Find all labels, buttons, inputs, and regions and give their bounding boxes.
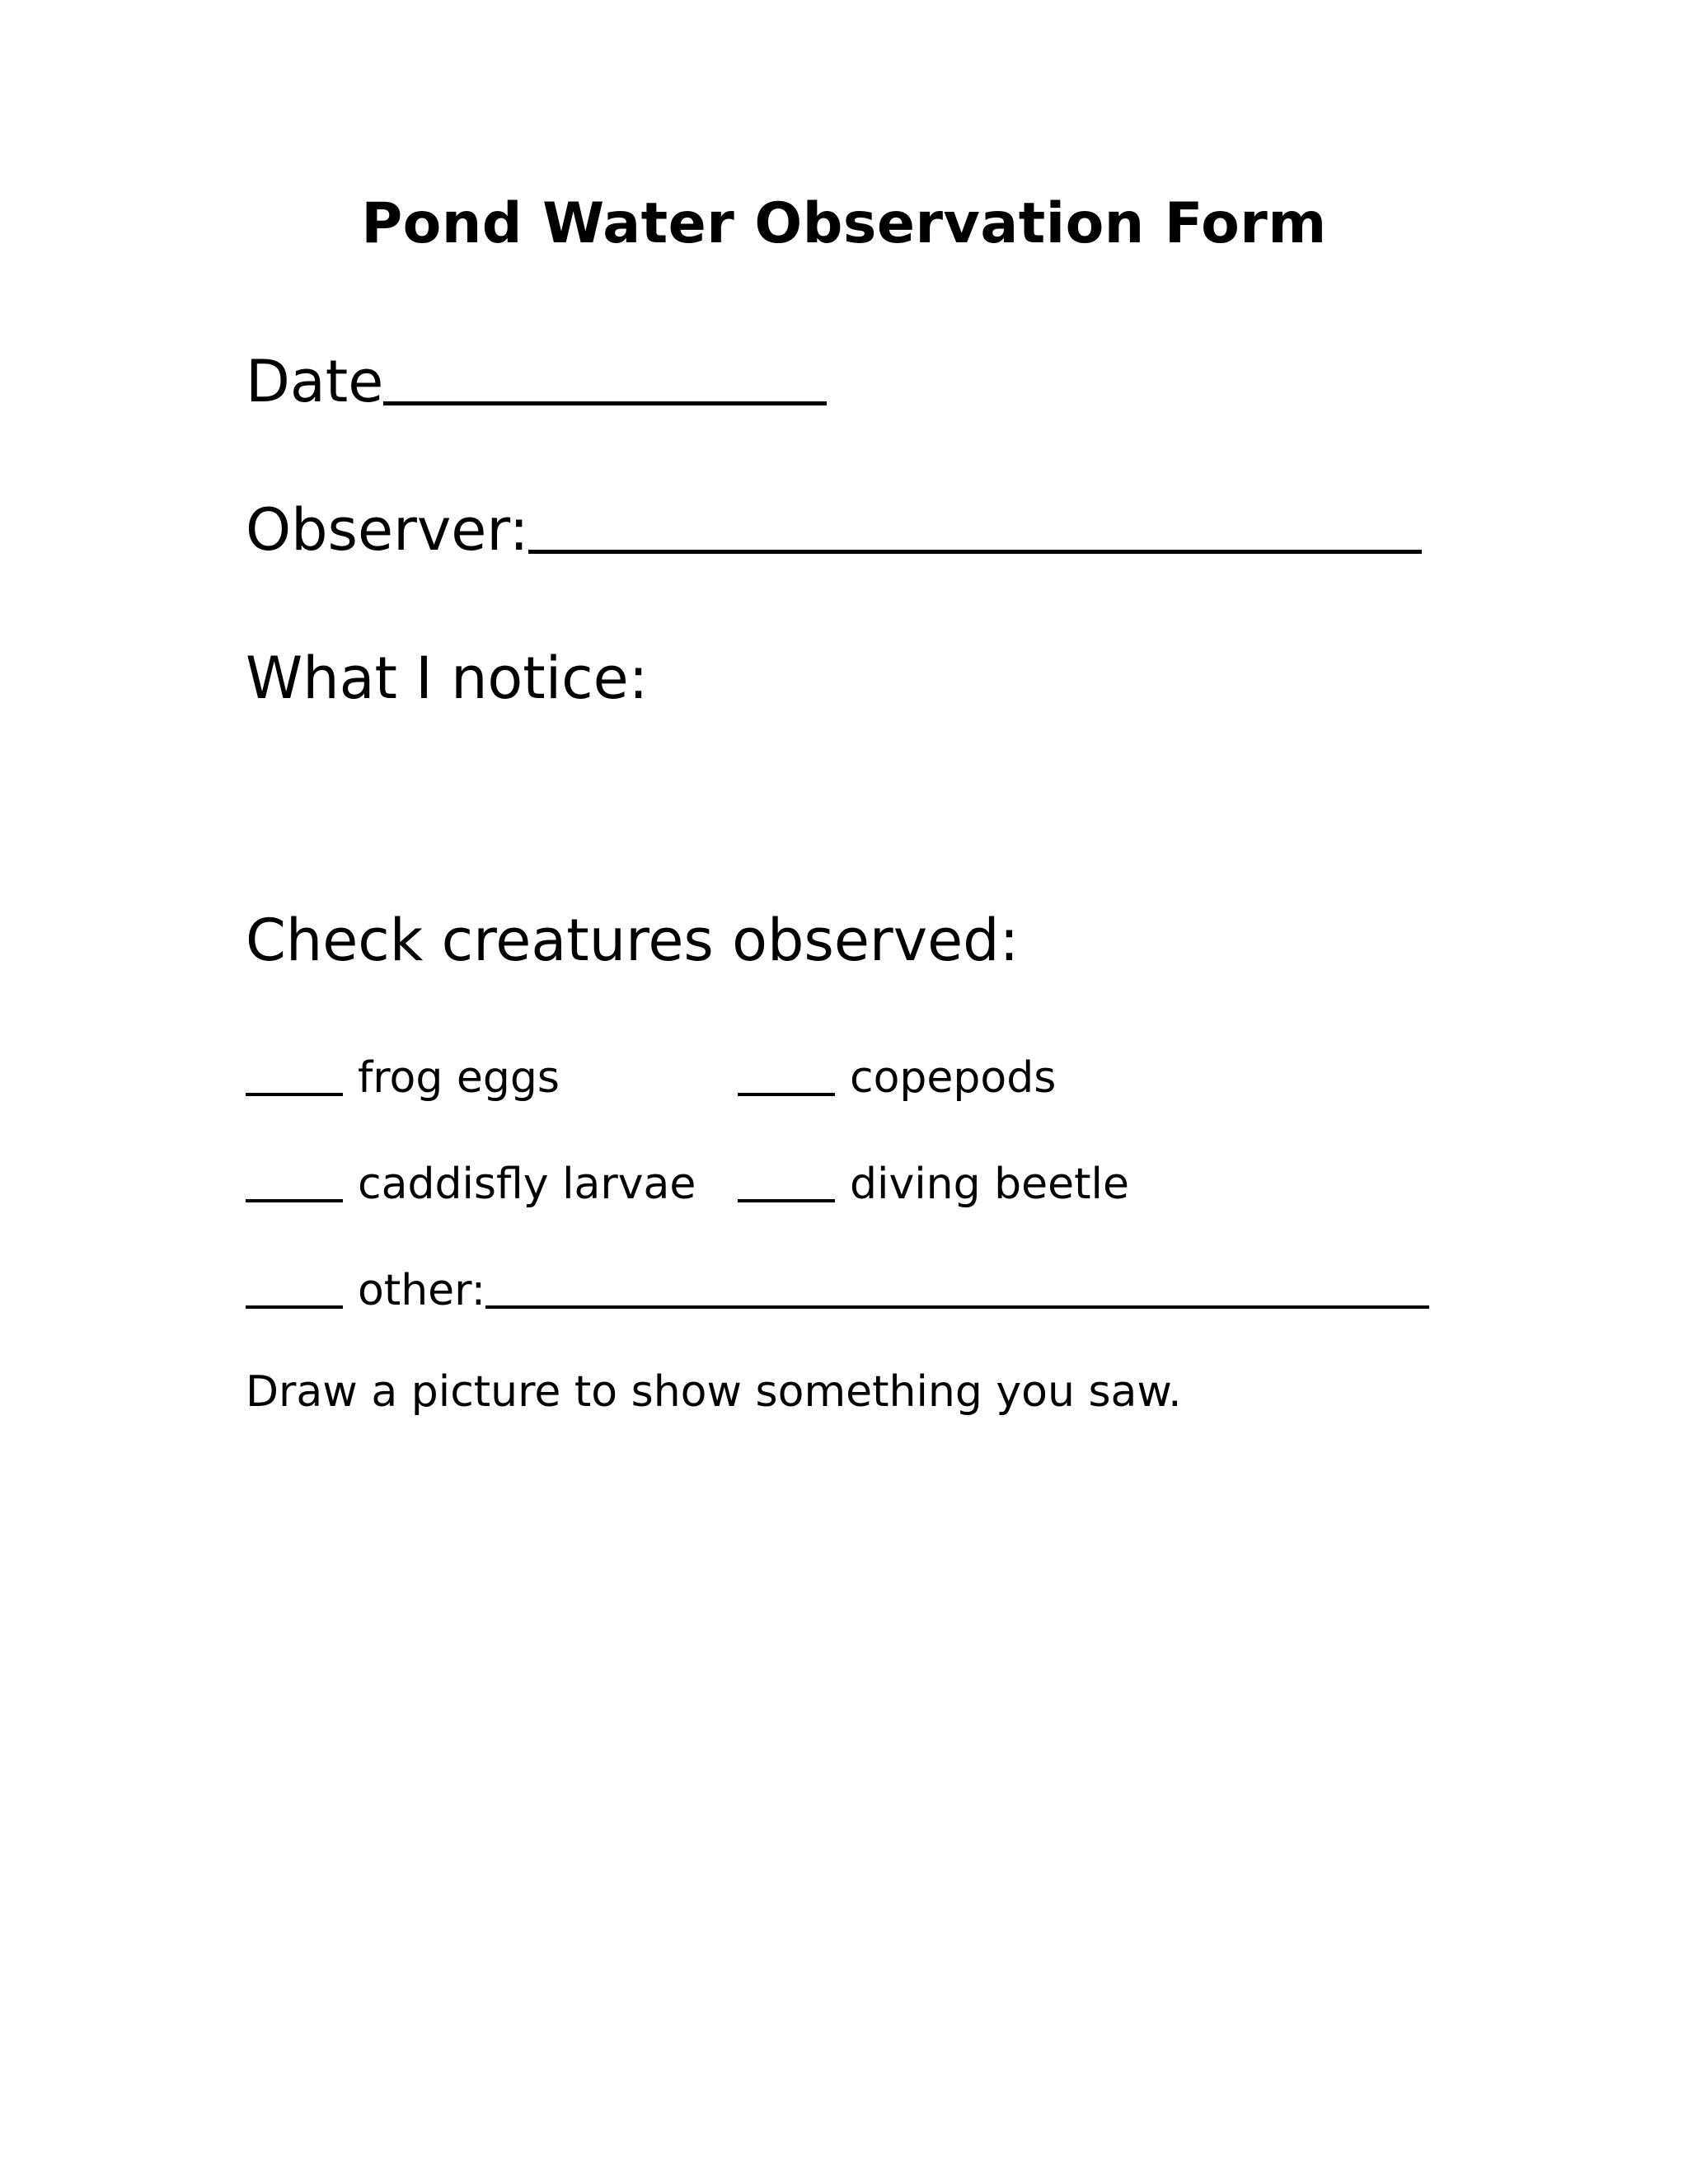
observer-row [246,496,1422,564]
check-blank-diving-beetle[interactable] [738,1199,835,1202]
check-heading-row [246,907,1020,974]
draw-prompt: Draw a picture to show something you saw. [246,1367,1182,1417]
checklist-item-label: frog eggs [358,1053,560,1103]
check-blank-copepods[interactable] [738,1093,835,1096]
notice-label: What I notice: [246,644,649,712]
other-field[interactable] [485,1305,1429,1309]
form-title: Pond Water Observation Form [361,191,1327,256]
checklist-item [738,1053,1057,1103]
date-field[interactable] [383,401,827,405]
checklist-item [738,1160,1129,1209]
observer-label: Observer: [246,496,529,564]
notice-row [246,644,649,712]
check-blank-caddisfly-larvae[interactable] [246,1199,343,1202]
checklist-item-label: diving beetle [850,1160,1129,1209]
checklist-item-label: caddisfly larvae [358,1160,696,1209]
other-label: other: [358,1266,486,1315]
checklist-item [246,1160,696,1209]
check-blank-other[interactable] [246,1305,343,1309]
checklist-item-label: copepods [850,1053,1057,1103]
date-row [246,348,827,415]
check-heading: Check creatures observed: [246,907,1020,974]
other-row [246,1266,1429,1315]
checklist-item [246,1053,560,1103]
date-label: Date [246,348,384,415]
check-blank-frog-eggs[interactable] [246,1093,343,1096]
observer-field[interactable] [528,549,1422,554]
